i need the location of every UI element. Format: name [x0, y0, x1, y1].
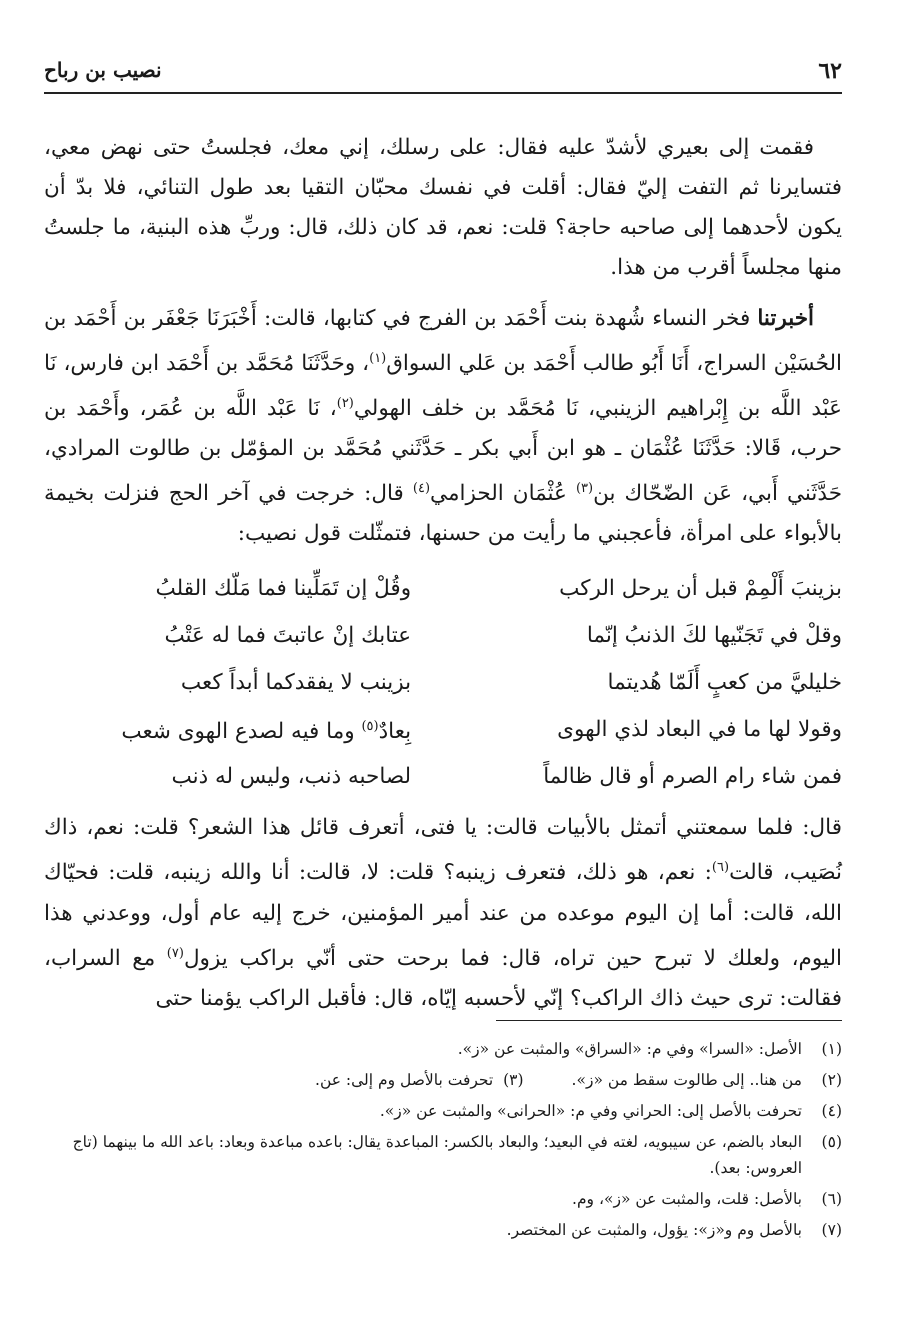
verse-first-hemistich: خليليَّ من كعبٍ أَلَمّا هُديتما — [607, 669, 842, 695]
footnote-ref-2[interactable]: (٢) — [336, 396, 354, 412]
page-number: ٦٢ — [818, 58, 842, 84]
footnote-ref-3[interactable]: (٣) — [575, 481, 594, 497]
page-header — [44, 58, 842, 88]
footnote-ref-7[interactable]: (٧) — [166, 945, 184, 961]
verse-first-hemistich: بزينبَ أَلْمِمْ قبل أن يرحل الركب — [559, 575, 842, 601]
verse-text: وما فيه لصدع الهوى شعب — [121, 719, 362, 745]
verse-line — [44, 706, 842, 753]
footnote-number: (٢) — [821, 1071, 842, 1089]
footnotes — [44, 1036, 842, 1248]
footnote-ref-4[interactable]: (٤) — [412, 481, 431, 497]
footnote-number: (٥) — [821, 1133, 842, 1151]
verse-second-hemistich: لصاحبه ذنب، وليس له ذنب — [171, 763, 412, 789]
paragraph-2-text-c: ، نَا عَبْد اللَّه بن عُمَر، وأَحْمَد بن حرب، قَالا: حَدَّثَنَا عُثْمَان ـ هو ابن أَبي بكر ـ حَدَّثَني مُحَمَّد بن المؤمّل بن طالوت المرادي، حَدَّثَني أَبي، عَن الضّحّاك بن — [44, 396, 842, 507]
paragraph-2-lead: أخبرتنا — [757, 306, 814, 331]
verse-line — [44, 612, 842, 659]
verse-second-hemistich: وقُلْ إن تَمَلِّينا فما مَلّك القلبُ — [155, 575, 412, 601]
poem — [44, 565, 842, 800]
footnote — [44, 1036, 842, 1062]
footnote — [44, 1129, 842, 1181]
footnote-text: من هنا.. إلى طالوت سقط من «ز». — [571, 1071, 802, 1089]
verse-line — [44, 565, 842, 612]
verse-first-hemistich: فمن شاء رام الصرم أو قال ظالماً — [543, 763, 842, 789]
paragraph-2 — [44, 299, 842, 554]
verse-text: بِعادٌ — [378, 719, 412, 745]
footnote-text: البعاد بالضم، عن سيبويه، لغته في البعيد؛ والبعاد بالكسر: المباعدة يقال: باعده مباعدة وبعاد: باعد الله ما بينهما (تاج العروس: بعد). — [72, 1133, 802, 1177]
verse-line — [44, 659, 842, 706]
paragraph-2-text-a: فخر النساء شُهدة بنت أَحْمَد بن الفرج في كتابها، قالت: أَخْبَرَنَا جَعْفَر بن أَحْمَد بن الحُسَيْن السراج، أَنَا أَبُو طالب أَحْمَد بن عَلي السواق — [44, 306, 843, 377]
paragraph-1: فقمت إلى بعيري لأشدّ عليه فقال: على رسلك، إني معك، فجلستُ حتى نهض معي، فتسايرنا ثم التفت إليّ فقال: أقلت في نفسك محبّان التقيا بعد طول التنائي، فلا بدّ أن يكون لأحدهما إلى صاحبه حاجة؟ قلت: نعم، قد كان ذلك، قال: وربِّ هذه البنية، ما جلستُ منها مجلساً أقرب من هذا. — [44, 135, 842, 280]
footnote-number: (٧) — [821, 1221, 842, 1239]
verse-second-hemistich: بزينب لا يفقدكما أبداً كعب — [180, 669, 412, 695]
verse-first-hemistich: وقلْ في تَجَنّيها لكَ الذنبُ إنّما — [586, 622, 842, 648]
footnote — [44, 1186, 842, 1212]
footnote-ref-1[interactable]: (١) — [369, 351, 387, 366]
paragraph-3-text-b: : نعم، هو ذلك، فتعرف زينبه؟ قلت: لا، قالت: أنا والله زينبه، قلت: فحيّاك الله، قالت: أما إن اليوم موعده من عند أمير المؤمنين، خرج إليه عام أول، ووعدني هذا اليوم، ولعلك لا تبرح حين تراه، قال: فما برحت حتى أنّي براكب يزول — [44, 860, 842, 971]
verse-second-hemistich: عتابك إنْ عاتبتَ فما له عَتْبُ — [164, 622, 412, 648]
footnote-number: (٤) — [821, 1102, 842, 1120]
footnote-text: بالأصل وم و«ز»: يؤول، والمثبت عن المختصر. — [506, 1221, 802, 1239]
footnote-text-pair — [44, 1067, 802, 1093]
paragraph-3-text-a: قال: فلما سمعتني أتمثل بالأبيات قالت: يا فتى، أتعرف قائل هذا الشعر؟ قلت: نعم، ذاك نُصَيب، قالت — [44, 815, 843, 886]
verse-line — [44, 753, 842, 800]
footnote — [44, 1067, 842, 1093]
header-rule — [44, 92, 842, 94]
footnote — [44, 1217, 842, 1243]
footnote-text: تحرفت بالأصل وم إلى: عن. — [315, 1071, 494, 1089]
paragraph-2-text-b: ، وحَدَّثَنَا مُحَمَّد بن أَحْمَد ابن فارس، نَا عَبْد اللَّه بن إِبْراهيم الزينبي، نَا مُحَمَّد بن خلف الهولي — [44, 351, 842, 422]
footnote-text: بالأصل: قلت، والمثبت عن «ز»، وم. — [572, 1190, 802, 1208]
footnote-ref-5[interactable]: (٥) — [361, 719, 379, 735]
running-title: نصيب بن رباح — [44, 58, 162, 82]
footnote-text: تحرفت بالأصل إلى: الحراني وفي م: «الحرانى» والمثبت عن «ز». — [379, 1102, 802, 1120]
footnote-text: الأصل: «السرا» وفي م: «السراق» والمثبت عن «ز». — [457, 1040, 802, 1058]
footnote — [44, 1098, 842, 1124]
paragraph-2-text-d: عُثْمَان الحزامي — [430, 481, 576, 507]
footnote-number: (٣) — [503, 1071, 524, 1089]
footnote-ref-6[interactable]: (٦) — [711, 860, 730, 876]
paragraph-3 — [44, 808, 842, 1018]
paragraph-3-text-c: مع السراب، فقالت: ترى حيث ذاك الراكب؟ إنّي لأحسبه إيّاه، قال: فأقبل الراكب يؤمنا حتى — [44, 945, 842, 1011]
verse-first-hemistich: وقولا لها ما في البعاد لذي الهوى — [557, 716, 842, 742]
paragraph-2-text-e: قال: خرجت في آخر الحج فنزلت بخيمة بالأبواء على امرأة، فأعجبني ما رأيت من حسنها، فتمثّلت قول نصيب: — [44, 481, 842, 547]
verse-second-hemistich — [44, 707, 411, 752]
footnote-number: (٦) — [821, 1190, 842, 1208]
main-text — [44, 128, 842, 1030]
footnote-number: (١) — [821, 1040, 842, 1058]
footnote-rule — [496, 1020, 842, 1021]
